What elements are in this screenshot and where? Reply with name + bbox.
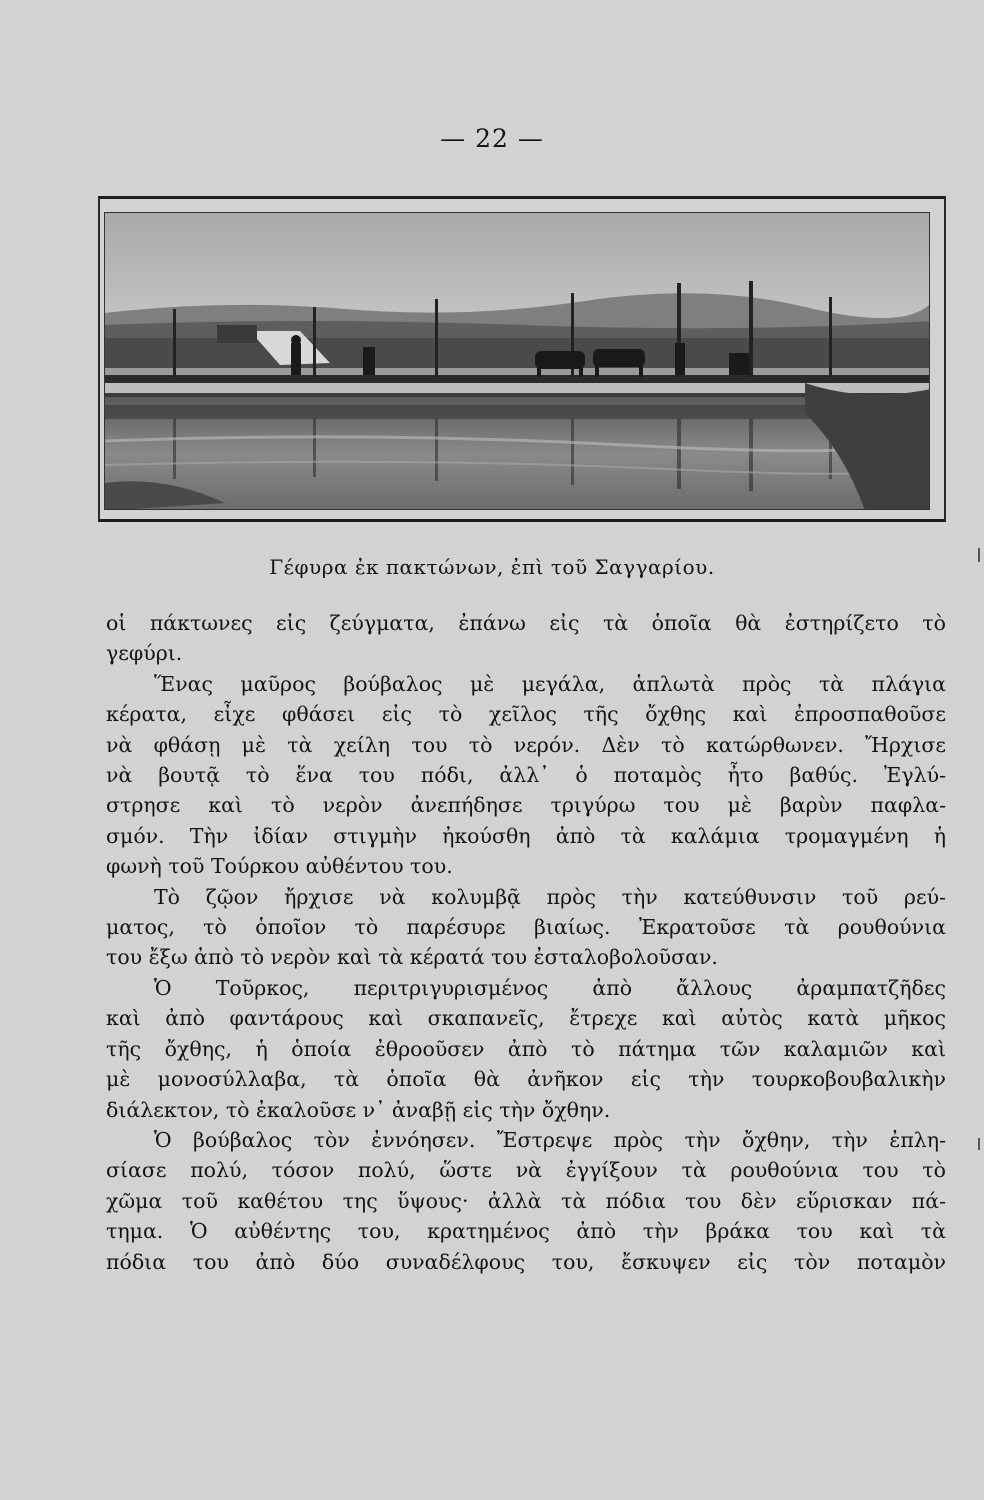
text-line: οἱ πάκτωνες εἰς ζεύγματα, ἐπάνω εἰς τὰ ὁποῖα θὰ ἐστηρίζετο τὸ	[106, 611, 946, 635]
text-line: σμόν. Τὴν ἰδίαν στιγμὴν ἠκούσθη ἀπὸ τὰ καλάμια τρομαγμένη ἡ	[106, 823, 946, 848]
text-line: του ἔξω ἀπὸ τὸ νερὸν καὶ τὰ κέρατά του ἐσταλοβολοῦσαν.	[106, 945, 718, 970]
text-line: ματος, τὸ ὁποῖον τὸ παρέσυρε βιαίως. Ἐκρατοῦσε τὰ ρουθούνια	[106, 915, 946, 940]
page-number: — 22 —	[440, 124, 544, 153]
text-line: στρησε καὶ τὸ νερὸν ἀνεπήδησε τριγύρω του μὲ βαρὺν παφλα-	[106, 793, 946, 818]
binding-edge-mark	[978, 548, 980, 562]
text-line: κέρατα, εἶχε φθάσει εἰς τὸ χεῖλος τῆς ὄχθης καὶ ἐπροσπαθοῦσε	[106, 702, 946, 727]
text-line: μὲ μονοσύλλαβα, τὰ ὁποῖα θὰ ἀνῆκον εἰς τὴν τουρκοβουβαλικὴν	[106, 1067, 946, 1092]
text-line: Τὸ ζῷον ἤρχισε νὰ κολυμβᾷ πρὸς τὴν κατεύθυνσιν τοῦ ρεύ-	[154, 884, 946, 909]
text-line: διάλεκτον, τὸ ἐκαλοῦσε ν᾽ ἀναβῇ εἰς τὴν ὄχθην.	[106, 1097, 611, 1122]
body-text	[106, 608, 946, 1277]
text-line: φωνὴ τοῦ Τούρκου αὐθέντου του.	[106, 854, 453, 879]
text-line: χῶμα τοῦ καθέτου της ὕψους· ἀλλὰ τὰ πόδια του δὲν εὕρισκαν πά-	[106, 1188, 946, 1213]
text-line: καὶ ἀπὸ φαντάρους καὶ σκαπανεῖς, ἔτρεχε καὶ αὐτὸς κατὰ μῆκος	[106, 1006, 946, 1031]
text-line: τημα. Ὁ αὐθέντης του, κρατημένος ἀπὸ τὴν βράκα του καὶ τὰ	[106, 1219, 946, 1244]
figure-caption: Γέφυρα ἐκ πακτώνων, ἐπὶ τοῦ Σαγγαρίου.	[269, 555, 715, 579]
text-line: σίασε πολύ, τόσον πολύ, ὥστε νὰ ἐγγίξουν τὰ ρουθούνια του τὸ	[106, 1158, 946, 1183]
binding-edge-mark	[978, 1138, 980, 1150]
text-line: τῆς ὄχθης, ἡ ὁποία ἐθροοῦσεν ἀπὸ τὸ πάτημα τῶν καλαμιῶν καὶ	[106, 1036, 946, 1061]
text-line: Ἕνας μαῦρος βούβαλος μὲ μεγάλα, ἁπλωτὰ πρὸς τὰ πλάγια	[154, 671, 946, 696]
text-line: γεφύρι.	[106, 641, 183, 666]
text-line: νὰ φθάσῃ μὲ τὰ χείλη του τὸ νερόν. Δὲν τὸ κατώρθωνεν. Ἤρχισε	[106, 732, 946, 757]
bridge-photograph	[104, 212, 930, 510]
bridge-photograph-image	[105, 213, 930, 510]
text-line: Ὁ βούβαλος τὸν ἐννόησεν. Ἔστρεψε πρὸς τὴν ὄχθην, τὴν ἐπλη-	[154, 1127, 946, 1152]
text-line: πόδια του ἀπὸ δύο συναδέλφους του, ἔσκυψεν εἰς τὸν ποταμὸν	[106, 1249, 946, 1274]
text-line: Ὁ Τοῦρκος, περιτριγυρισμένος ἀπὸ ἄλλους ἀραμπατζῆδες	[154, 975, 946, 1000]
text-line: νὰ βουτᾷ τὸ ἕνα του πόδι, ἀλλ᾽ ὁ ποταμὸς ἦτο βαθύς. Ἐγλύ-	[106, 763, 946, 788]
